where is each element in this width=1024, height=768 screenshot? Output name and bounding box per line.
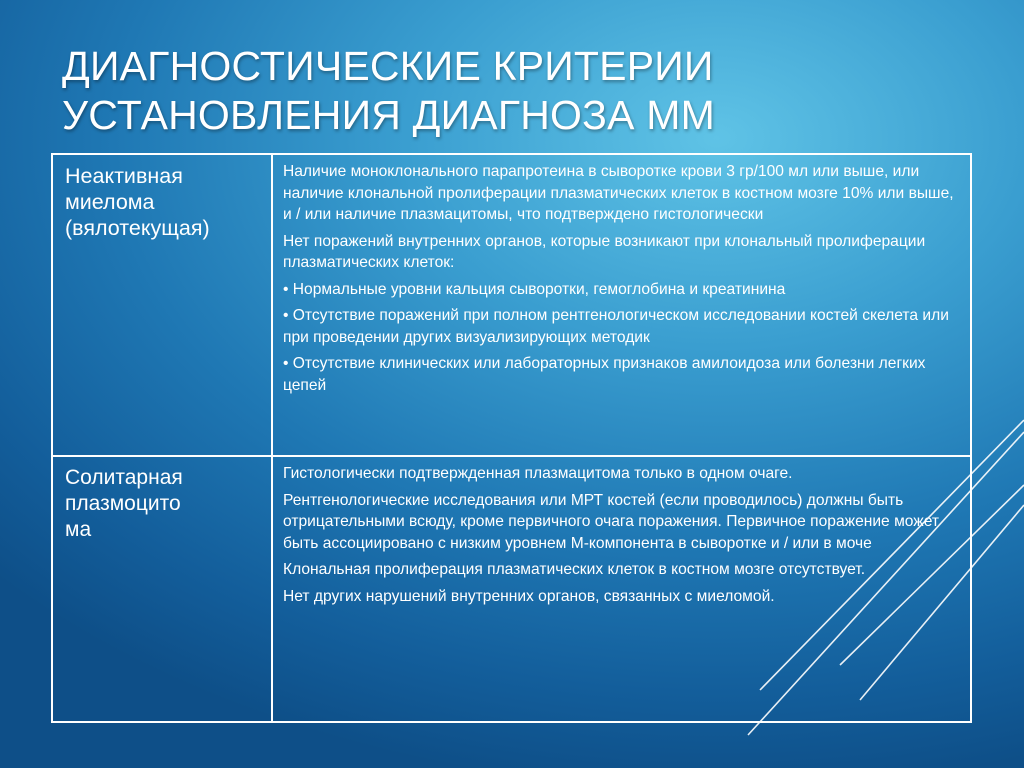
row-description (272, 154, 971, 456)
criterion-text: Клональная пролиферация плазматических клеток в костном мозге отсутствует. (283, 561, 866, 578)
label-line: Неактивная (65, 164, 183, 188)
title-line-2: УСТАНОВЛЕНИЯ ДИАГНОЗА ММ (62, 92, 715, 138)
criteria-table (51, 153, 972, 723)
criterion-bullet: • Нормальные уровни кальция сыворотки, гемоглобина и креатинина (283, 280, 786, 298)
row-label (52, 154, 272, 456)
table-row (52, 154, 971, 456)
criterion-text: Рентгенологические исследования или МРТ костей (если проводилось) должны быть отрицательными всюду, кроме первичного очага поражения. Первичное поражение может быть ассоциировано с низким уровнем М-компонента в сыворотке и / или в моче (283, 491, 940, 552)
criterion-text: Наличие моноклонального парапротеина в сыворотке крови 3 гр/100 мл или выше, или наличие клональной пролиферации плазматических клеток в костном мозге 10% или выше, и / или наличие плазмацитомы, что подтверждено гистологически (283, 163, 954, 223)
label-line: (вялотекущая) (65, 216, 210, 240)
criterion-text: Нет других нарушений внутренних органов, связанных с миеломой. (283, 587, 775, 605)
label-line: миелома (65, 190, 155, 214)
criterion-text: Нет поражений внутренних органов, которые возникают при клональный пролиферации плазматических клеток: (283, 232, 926, 271)
table-row (52, 456, 971, 722)
page-title (62, 42, 962, 140)
label-line: плазмоцито (65, 492, 181, 515)
criterion-bullet: • Отсутствие клинических или лабораторных признаков амилоидоза или болезни легких цепей (283, 355, 926, 394)
criterion-bullet: • Отсутствие поражений при полном рентгенологическом исследовании костей скелета или при проведении других визуализирующих методик (283, 307, 949, 346)
criterion-text: Гистологически подтвержденная плазмацитома только в одном очаге. (283, 465, 793, 482)
label-line: Солитарная (65, 466, 183, 489)
row-description (272, 456, 971, 722)
label-line: ма (65, 518, 92, 541)
row-label (52, 456, 272, 722)
title-line-1: ДИАГНОСТИЧЕСКИЕ КРИТЕРИИ (62, 43, 714, 89)
